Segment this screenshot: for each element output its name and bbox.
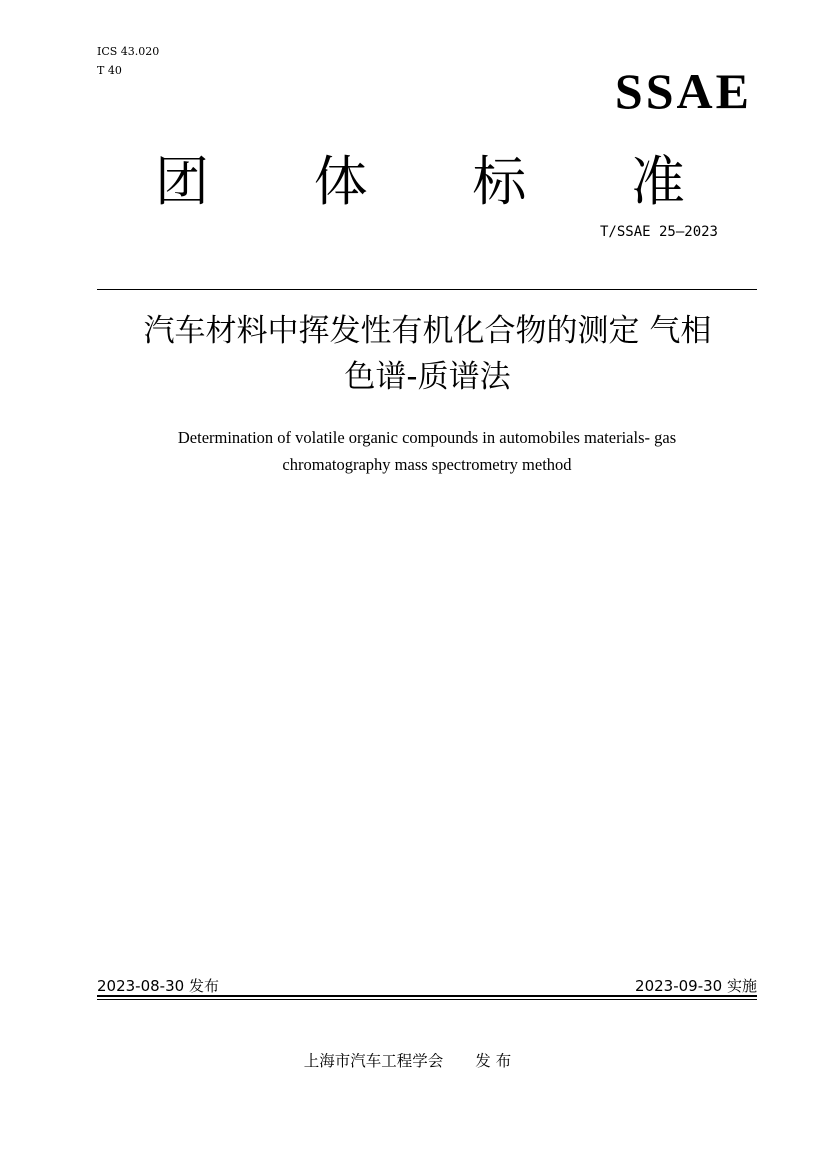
standard-code: T/SSAE 25—2023 [599,224,718,240]
bottom-divider-thin [97,999,757,1000]
chinese-title-line: 汽车材料中挥发性有机化合物的测定 气相 [143,313,712,349]
ics-classification [97,42,159,80]
class-code: T 40 [97,64,122,77]
ics-code: ICS 43.020 [97,45,160,58]
ssae-logo: SSAE [614,63,752,119]
publisher [0,1049,815,1071]
english-title-line: chromatography mass spectrometry method [282,455,572,474]
chinese-title-line: 色谱-质谱法 [344,359,511,395]
english-title-line: Determination of volatile organic compounds in automobiles materials- gas [177,428,677,447]
english-title [97,424,757,478]
implement-date: 2023-09-30 实施 [635,977,757,995]
publisher-action: 发 布 [475,1052,512,1070]
standard-type-heading [155,150,685,214]
standard-type-char: 准 [630,150,685,213]
top-divider [97,289,757,290]
chinese-title [80,308,775,400]
standard-type-char: 体 [313,150,368,213]
standard-type-char: 标 [472,150,527,213]
standard-type-char: 团 [155,150,209,213]
publish-date: 2023-08-30 发布 [97,977,219,995]
publisher-name: 上海市汽车工程学会 [303,1052,444,1070]
bottom-divider-thick [97,995,757,997]
